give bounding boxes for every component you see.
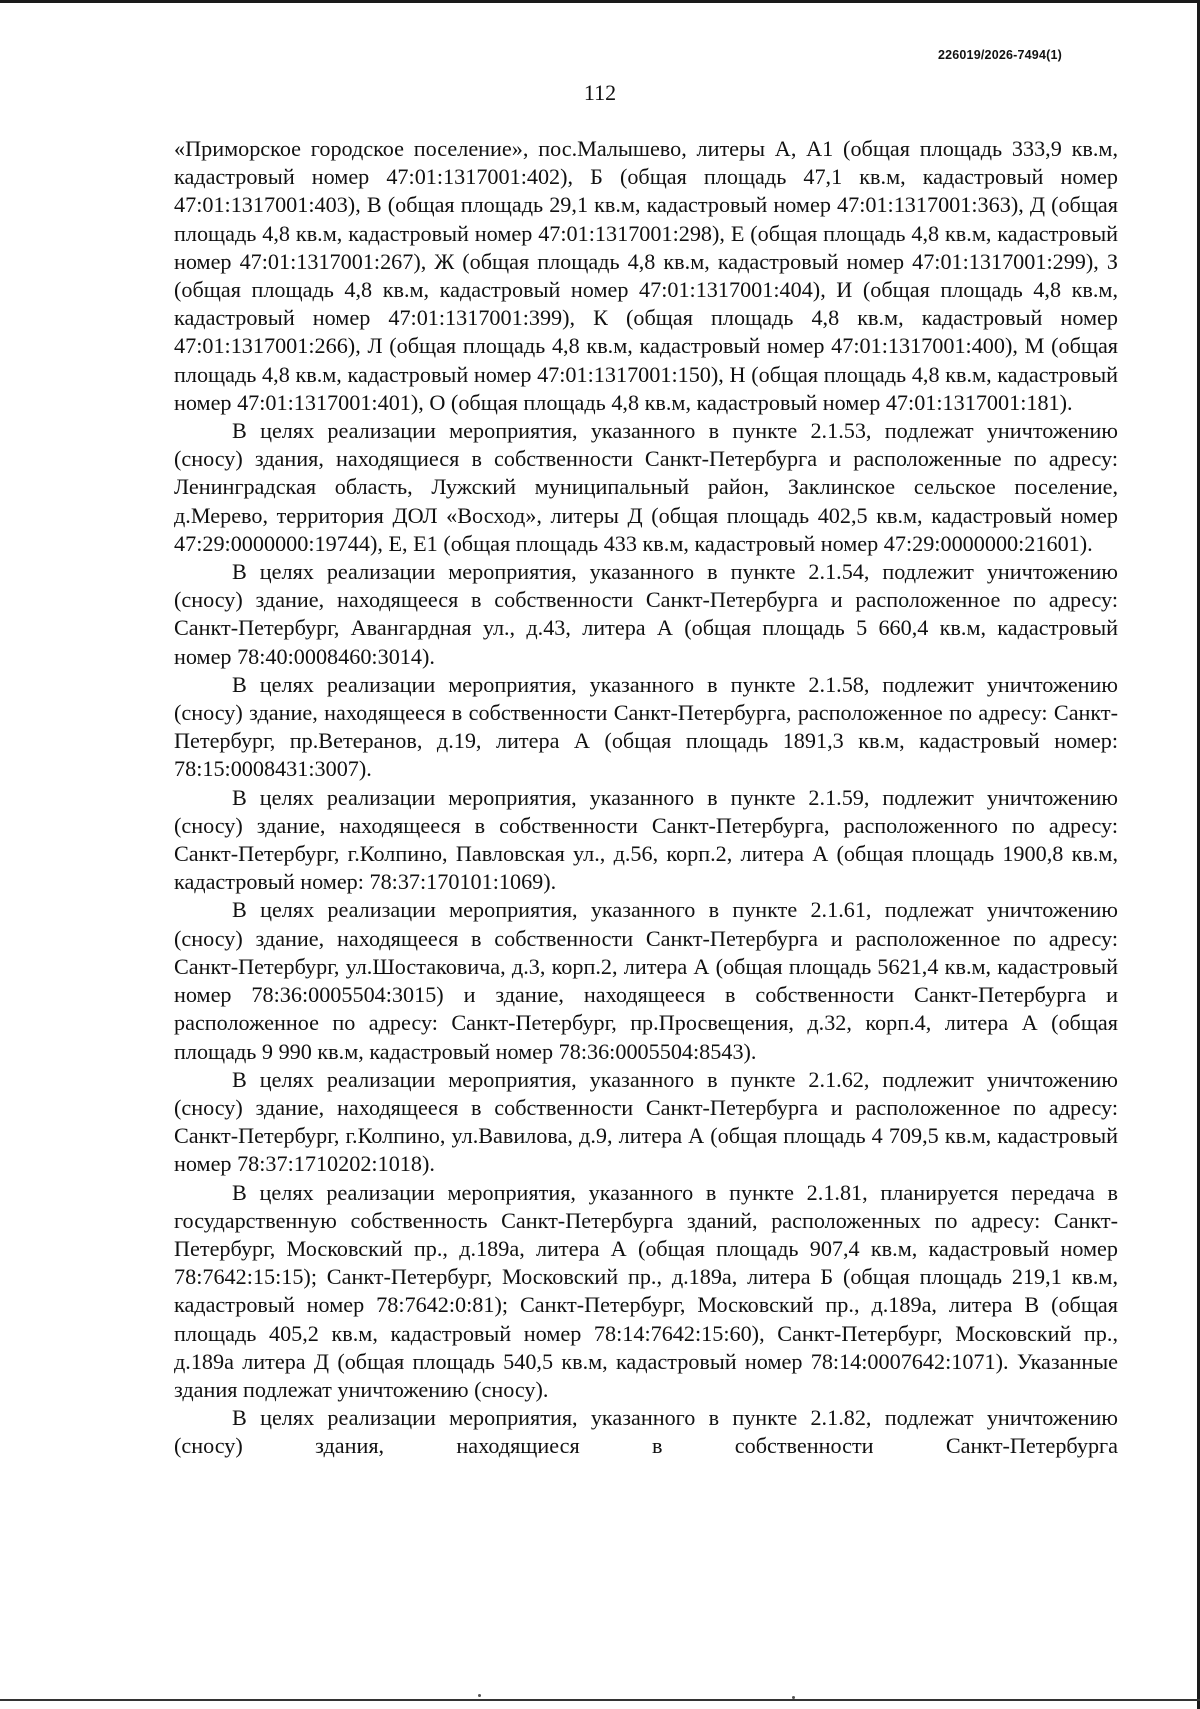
paragraph-8: В целях реализации мероприятия, указанного в пункте 2.1.81, планируется передача в государственную собственность Санкт-Петербурга зданий, расположенных по адресу: Санкт-Петербург, Московский пр., д.189а, литера А (общая площадь 907,4 кв.м, кадастровый номер 78:7642:15:15); Санкт-Петербург, Московский пр., д.189а, литера Б (общая площадь 219,1 кв.м, кадастровый номер 78:7642:0:81); Санкт-Петербург, Московский пр., д.189а, литера В (общая площадь 405,2 кв.м, кадастровый номер 78:14:7642:15:60), Санкт-Петербург, Московский пр., д.189а литера Д (общая площадь 540,5 кв.м, кадастровый номер 78:14:0007642:1071). Указанные здания подлежат уничтожению (сносу). [174,1179,1118,1402]
paragraph-3: В целях реализации мероприятия, указанного в пункте 2.1.54, подлежит уничтожению (сносу) здание, находящееся в собственности Санкт-Петербурга и расположенное по адресу: Санкт-Петербург, Авангардная ул., д.43, литера А (общая площадь 5 660,4 кв.м, кадастровый номер 78:40:0008460:3014). [174,559,1118,669]
paragraph-2: В целях реализации мероприятия, указанного в пункте 2.1.53, подлежат уничтожению (сносу) здания, находящиеся в собственности Санкт-Петербурга и расположенные по адресу: Ленинградская область, Лужский муниципальный район, Заклинское сельское поселение, д.Мерево, территория ДОЛ «Восход», литеры Д (общая площадь 402,5 кв.м, кадастровый номер 47:29:0000000:19744), Е, Е1 (общая площадь 433 кв.м, кадастровый номер 47:29:0000000:21601). [174,418,1118,556]
paragraph-5: В целях реализации мероприятия, указанного в пункте 2.1.59, подлежит уничтожению (сносу) здание, находящееся в собственности Санкт-Петербурга, расположенного по адресу: Санкт-Петербург, г.Колпино, Павловская ул., д.56, корп.2, литера А (общая площадь 1900,8 кв.м, кадастровый номер: 78:37:170101:1069). [174,784,1118,895]
paragraph-1: «Приморское городское поселение», пос.Малышево, литеры А, А1 (общая площадь 333,9 кв.м, кадастровый номер 47:01:1317001:402), Б (общая площадь 47,1 кв.м, кадастровый номер 47:01:1317001:403), В (общая площадь 29,1 кв.м, кадастровый номер 47:01:1317001:363), Д (общая площадь 4,8 кв.м, кадастровый номер 47:01:1317001:298), Е (общая площадь 4,8 кв.м, кадастровый номер 47:01:1317001:267), Ж (общая площадь 4,8 кв.м, кадастровый номер 47:01:1317001:299), З (общая площадь 4,8 кв.м, кадастровый номер 47:01:1317001:404), И (общая площадь 4,8 кв.м, кадастровый номер 47:01:1317001:399), К (общая площадь 4,8 кв.м, кадастровый номер 47:01:1317001:266), Л (общая площадь 4,8 кв.м, кадастровый номер 47:01:1317001:400), М (общая площадь 4,8 кв.м, кадастровый номер 47:01:1317001:150), Н (общая площадь 4,8 кв.м, кадастровый номер 47:01:1317001:401), О (общая площадь 4,8 кв.м, кадастровый номер 47:01:1317001:181). [174,136,1118,415]
document-body [174,135,1118,1461]
document-id: 226019/2026-7494(1) [937,48,1062,62]
scan-edge-bottom [0,1699,1200,1701]
paragraph-9: В целях реализации мероприятия, указанного в пункте 2.1.82, подлежат уничтожению (сносу) здания, находящиеся в собственности Санкт-Петербурга [174,1405,1118,1459]
paragraph-6: В целях реализации мероприятия, указанного в пункте 2.1.61, подлежат уничтожению (сносу) здание, находящееся в собственности Санкт-Петербурга и расположенное по адресу: Санкт-Петербург, ул.Шостаковича, д.3, корп.2, литера А (общая площадь 5621,4 кв.м, кадастровый номер 78:36:0005504:3015) и здание, находящееся в собственности Санкт-Петербурга и расположенное по адресу: Санкт-Петербург, пр.Просвещения, д.32, корп.4, литера А (общая площадь 9 990 кв.м, кадастровый номер 78:36:0005504:8543). [174,897,1118,1064]
paragraph-7: В целях реализации мероприятия, указанного в пункте 2.1.62, подлежит уничтожению (сносу) здание, находящееся в собственности Санкт-Петербурга и расположенное по адресу: Санкт-Петербург, г.Колпино, ул.Вавилова, д.9, литера А (общая площадь 4 709,5 кв.м, кадастровый номер 78:37:1710202:1018). [174,1066,1118,1177]
paragraph-4: В целях реализации мероприятия, указанного в пункте 2.1.58, подлежит уничтожению (сносу) здание, находящееся в собственности Санкт-Петербурга, расположенное по адресу: Санкт-Петербург, пр.Ветеранов, д.19, литера А (общая площадь 1891,3 кв.м, кадастровый номер: 78:15:0008431:3007). [174,671,1118,782]
scan-speck [792,1696,795,1699]
scan-speck [478,1694,481,1697]
page-number: 112 [583,80,617,105]
scan-edge-top [0,0,1200,3]
